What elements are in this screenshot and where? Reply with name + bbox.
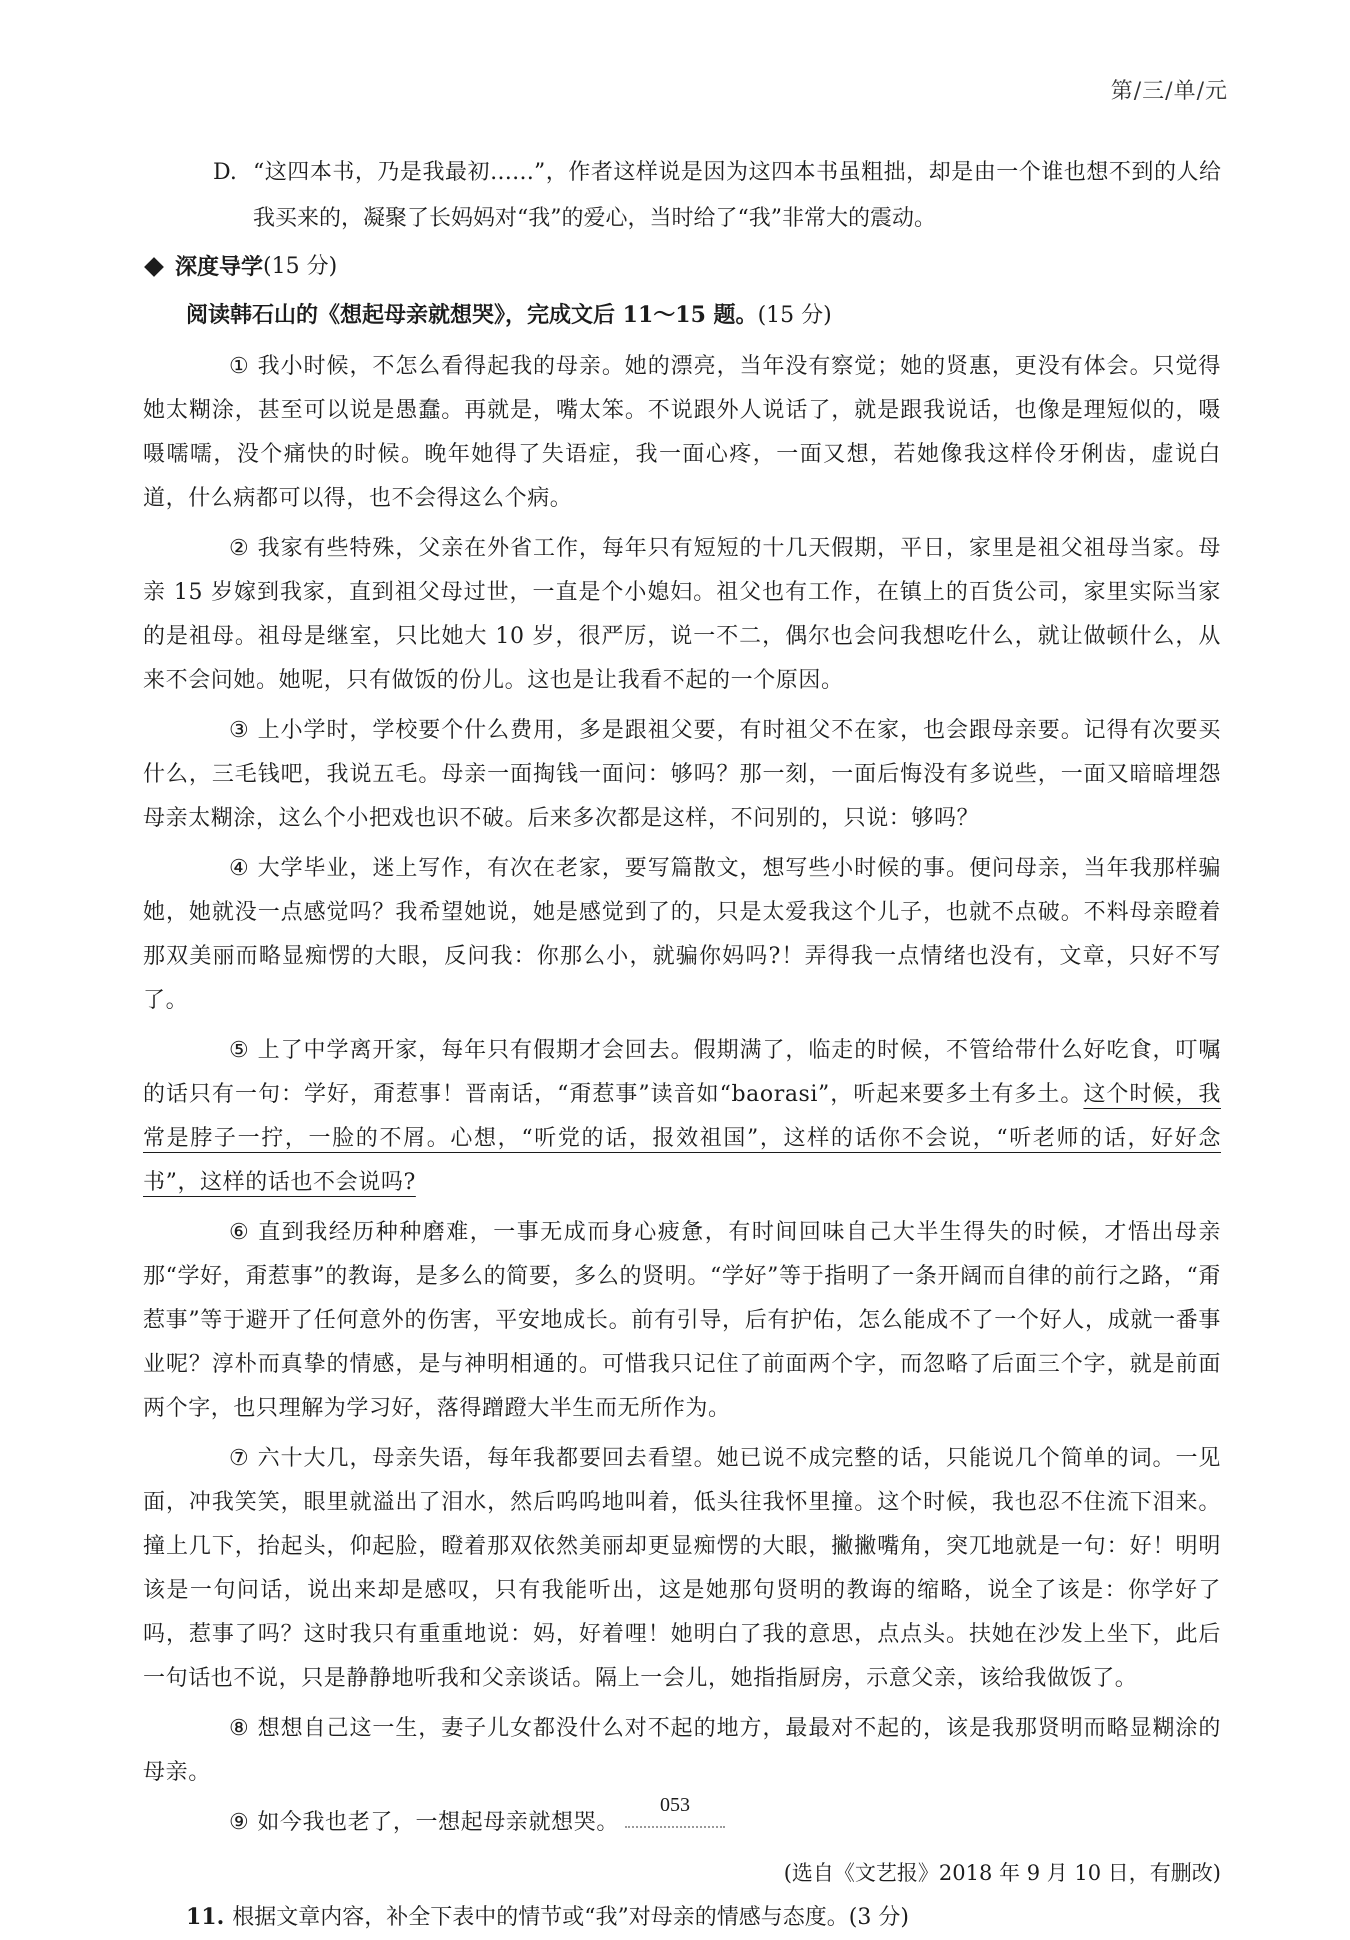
diamond-icon [144,257,164,277]
reading-instruction [143,292,1221,339]
paragraph-text: 大学毕业，迷上写作，有次在老家，要写篇散文，想写些小时候的事。便问母亲，当年我那样骗她，她就没一点感觉吗？我希望她说，她是感觉到了的，只是太爱我这个儿子，也就不点破。不料母亲瞪着那双美丽而略显痴愣的大眼，反问我：你那么小，就骗你妈吗?！弄得我一点情绪也没有，文章，只好不写了。 [143,856,1221,1013]
option-d [143,150,1221,242]
paragraph-number: ⑦ [229,1446,250,1471]
paragraph-2 [143,527,1221,703]
paragraph-text: 我小时候，不怎么看得起我的母亲。她的漂亮，当年没有察觉；她的贤惠，更没有体会。只觉得她太糊涂，甚至可以说是愚蠢。再就是，嘴太笨。不说跟外人说话了，就是跟我说话，也像是理短似的，嗫嗫嚅嚅，没个痛快的时候。晚年她得了失语症，我一面心疼，一面又想，若她像我这样伶牙俐齿，虚说白道，什么病都可以得，也不会得这么个病。 [143,354,1221,511]
page-number: 053 [660,1794,690,1816]
page-number-dotted-rule [625,1826,725,1828]
section-score: (15 分) [263,254,338,279]
source-citation: (选自《文艺报》2018 年 9 月 10 日，有删改) [783,1861,1221,1885]
paragraph-text: 想想自己这一生，妻子儿女都没什么对不起的地方，最最对不起的，该是我那贤明而略显糊涂的母亲。 [143,1716,1221,1785]
paragraph-number: ⑨ [229,1810,250,1835]
section-title [143,244,1221,290]
paragraph-8 [143,1707,1221,1795]
page-content [143,150,1221,1940]
paragraph-number: ⑧ [229,1716,250,1741]
paragraph-number: ③ [229,718,250,743]
paragraph-number: ⑥ [229,1220,250,1245]
paragraph-text: 六十大几，母亲失语，每年我都要回去看望。她已说不成完整的话，只能说几个简单的词。一见面，冲我笑笑，眼里就溢出了泪水，然后呜呜地叫着，低头往我怀里撞。这个时候，我也忍不住流下泪来。撞上几下，抬起头，仰起脸，瞪着那双依然美丽却更显痴愣的大眼，撇撇嘴角，突兀地就是一句：好！明明该是一句问话，说出来却是感叹，只有我能听出，这是她那句贤明的教诲的缩略，说全了该是：你学好了吗，惹事了吗？这时我只有重重地说：妈，好着哩！她明白了我的意思，点点头。扶她在沙发上坐下，此后一句话也不说，只是静静地听我和父亲谈话。隔上一会儿，她指指厨房，示意父亲，该给我做饭了。 [143,1446,1221,1691]
paragraph-4 [143,847,1221,1023]
paragraph-3 [143,709,1221,841]
option-d-text: “这四本书，乃是我最初……”，作者这样说是因为这四本书虽粗拙，却是由一个谁也想不到的人给我买来的，凝聚了长妈妈对“我”的爱心，当时给了“我”非常大的震动。 [253,160,1221,231]
paragraph-5 [143,1029,1221,1205]
question-11 [143,1895,1221,1940]
question-number: 11. [186,1904,225,1930]
paragraph-text: 直到我经历种种磨难，一事无成而身心疲惫，有时间回味自己大半生得失的时候，才悟出母亲那“学好，甭惹事”的教诲，是多么的简要，多么的贤明。“学好”等于指明了一条开阔而自律的前行之路，“甭惹事”等于避开了任何意外的伤害，平安地成长。前有引导，后有护佑，怎么能成不了一个好人，成就一番事业呢？淳朴而真挚的情感，是与神明相通的。可惜我只记住了前面两个字，而忽略了后面三个字，就是前面两个字，也只理解为学习好，落得蹭蹬大半生而无所作为。 [143,1220,1221,1421]
underlined-sentence: 这个时候，我常是脖子一拧，一脸的不屑。心想，“听党的话，报效祖国”，这样的话你不会说，“听老师的话，好好念书”，这样的话也不会说吗? [143,1082,1221,1195]
paragraph-6 [143,1211,1221,1431]
option-d-label: D. [213,160,237,185]
section-title-text: 深度导学 [175,254,264,280]
paragraph-number: ⑤ [229,1038,250,1063]
paragraph-number: ① [229,354,250,379]
instruction-score: (15 分) [757,303,832,328]
paragraph-text: 上了中学离开家，每年只有假期才会回去。假期满了，临走的时候，不管给带什么好吃食，叮嘱的话只有一句：学好，甭惹事！晋南话，“甭惹事”读音如“baorasi”，听起来要多土有多土。 [143,1038,1221,1107]
unit-header: 第/三/单/元 [1110,79,1228,104]
paragraph-text: 我家有些特殊，父亲在外省工作，每年只有短短的十几天假期，平日，家里是祖父祖母当家。母亲 15 岁嫁到我家，直到祖父母过世，一直是个小媳妇。祖父也有工作，在镇上的百货公司，家里实际当家的是祖母。祖母是继室，只比她大 10 岁，很严厉，说一不二，偶尔也会问我想吃什么，就让做顿什么，从来不会问她。她呢，只有做饭的份儿。这也是让我看不起的一个原因。 [143,536,1221,693]
paragraph-number: ② [229,536,250,561]
paragraph-number: ④ [229,856,250,881]
paragraph-text: 如今我也老了，一想起母亲就想哭。 [257,1810,619,1835]
paragraph-1 [143,345,1221,521]
question-text: 根据文章内容，补全下表中的情节或“我”对母亲的情感与态度。(3 分) [232,1905,909,1930]
paragraph-text: 上小学时，学校要个什么费用，多是跟祖父要，有时祖父不在家，也会跟母亲要。记得有次要买什么，三毛钱吧，我说五毛。母亲一面掏钱一面问：够吗？那一刻，一面后悔没有多说些，一面又暗暗埋怨母亲太糊涂，这么个小把戏也识不破。后来多次都是这样，不问别的，只说：够吗？ [143,718,1221,831]
paragraph-7 [143,1437,1221,1701]
instruction-text: 阅读韩石山的《想起母亲就想哭》，完成文后 11～15 题。 [186,302,758,328]
